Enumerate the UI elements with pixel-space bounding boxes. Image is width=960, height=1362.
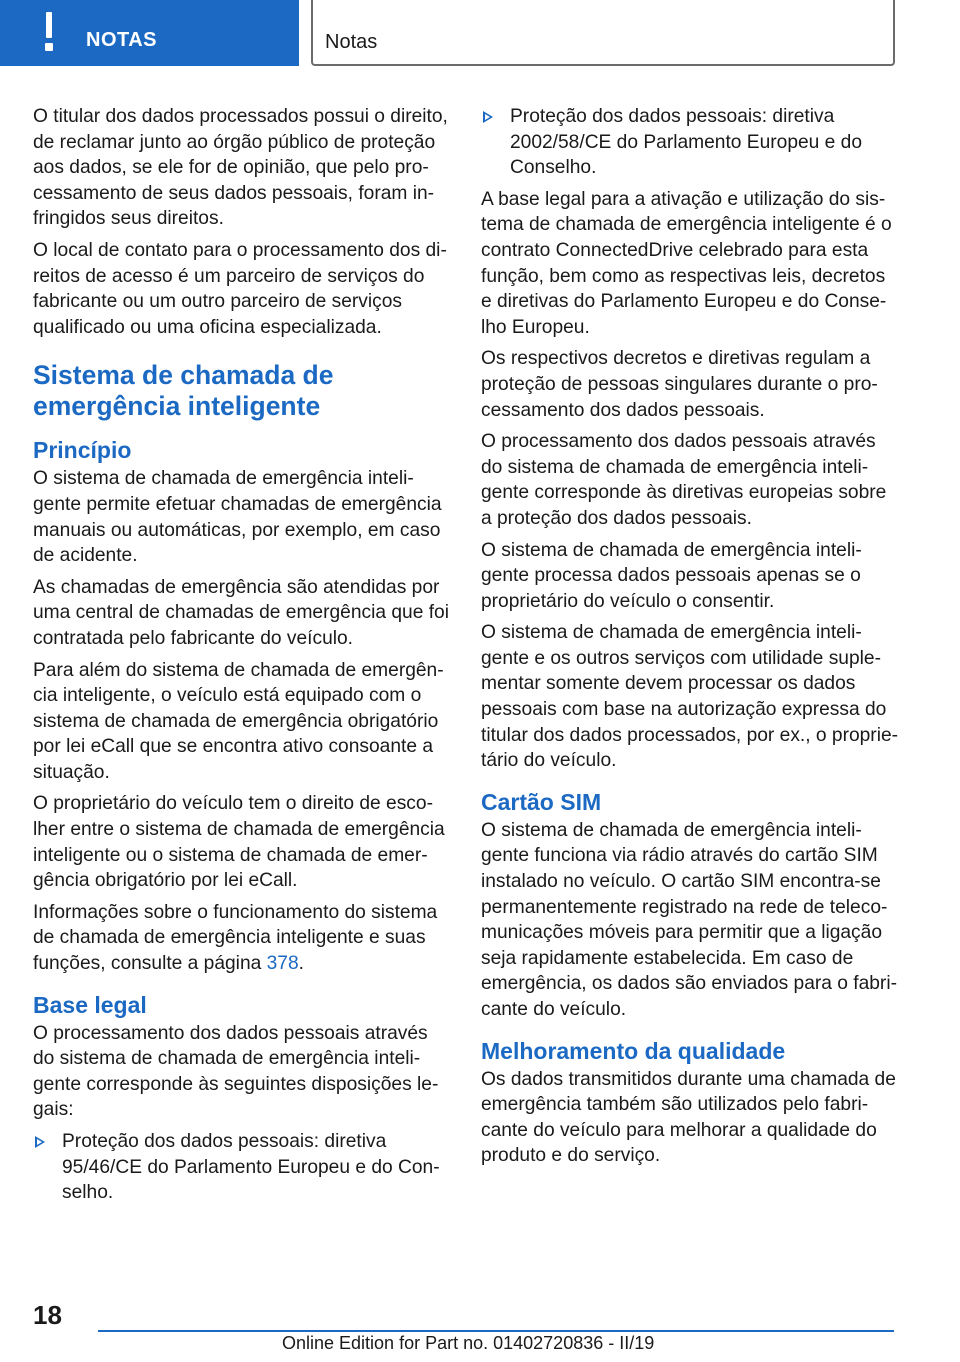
footer-divider: [98, 1330, 894, 1332]
right-column: [481, 104, 899, 1175]
paragraph: As chamadas de emergência são atendidas por uma central de chamadas de emergência que foi contratada pelo fabricante do veículo.: [33, 576, 449, 649]
paragraph: O titular dos dados processados possui o direito, de reclamar junto ao órgão público de proteção aos dados, se ele for de opinião, que pelo processamento de seus dados pessoais, foram infringidos seus direitos.: [33, 106, 448, 230]
exclamation-icon: [44, 12, 54, 52]
paragraph-end: .: [298, 953, 304, 975]
section-tab-label: NOTAS: [86, 29, 158, 51]
triangle-bullet-icon: [35, 1136, 45, 1148]
page-number: 18: [33, 1300, 62, 1330]
subheading-base-legal: Base legal: [33, 991, 147, 1018]
paragraph: Os respectivos decretos e diretivas regulam a proteção de pessoas singulares durante o processamento dos dados pessoais.: [481, 348, 878, 421]
paragraph: O sistema de chamada de emergência inteligente permite efetuar chamadas de emergência manuais ou automáticas, por exemplo, em caso de acidente.: [33, 468, 442, 567]
list-item: [33, 1129, 451, 1206]
page-header: [0, 0, 960, 66]
triangle-bullet-icon: [483, 111, 493, 123]
section-title: Sistema de chamada de emergência inteligente: [33, 360, 334, 422]
left-column: [33, 104, 451, 1212]
page-reference-link[interactable]: 378: [266, 953, 299, 975]
paragraph: O sistema de chamada de emergência inteligente processa dados pessoais apenas se o proprietário do veículo o consentir.: [481, 539, 862, 612]
subheading-melhoramento: Melhoramento da qualidade: [481, 1037, 786, 1064]
list-item-text: Proteção dos dados pessoais: diretiva 95/46/CE do Parlamento Europeu e do Conselho.: [62, 1131, 440, 1204]
paragraph: O sistema de chamada de emergência inteligente e os outros serviços com utilidade suplementar somente devem processar os dados pessoais com base na autorização expressa do titular dos dados processados, por ex., o proprietário do veículo.: [481, 622, 899, 772]
paragraph: Os dados transmitidos durante uma chamada de emergência também são utilizados pelo fabricante do veículo para melhorar a qualidade do produto e do serviço.: [481, 1068, 896, 1167]
page-title: Notas: [325, 31, 378, 53]
footer-edition: Online Edition for Part no. 01402720836 - II/19: [282, 1333, 655, 1353]
section-tab[interactable]: [0, 0, 299, 66]
paragraph: Para além do sistema de chamada de emergência inteligente, o veículo está equipado com o sistema de chamada de emergência obrigatório por lei eCall que se encontra ativo consoante a situação.: [33, 659, 444, 783]
paragraph-text: Informações sobre o funcionamento do sistema de chamada de emergência inteligente e suas funções, consulte a página: [33, 901, 438, 975]
paragraph: O processamento dos dados pessoais através do sistema de chamada de emergência inteligente corresponde às diretivas europeias sobre a proteção dos dados pessoais.: [481, 431, 887, 529]
paragraph: O proprietário do veículo tem o direito de escolher entre o sistema de chamada de emergência inteligente ou o sistema de chamada de emergência obrigatório por lei eCall.: [33, 793, 445, 892]
subheading-principio: Princípio: [33, 437, 132, 464]
list-item-text: Proteção dos dados pessoais: diretiva 2002/58/CE do Parlamento Europeu e do Conselho.: [510, 106, 863, 179]
subheading-cartao-sim: Cartão SIM: [481, 788, 602, 815]
paragraph: [33, 900, 451, 977]
paragraph: A base legal para a ativação e utilização do sistema de chamada de emergência inteligente é o contrato ConnectedDrive celebrado para esta função, bem como as respectivas leis, decretos e diretivas do Parlamento Europeu e do Conselho Europeu.: [481, 188, 892, 338]
paragraph: O local de contato para o processamento dos direitos de acesso é um parceiro de serviços do fabricante ou um outro parceiro de serviços qualificado ou uma oficina especializada.: [33, 239, 447, 338]
list-item: [481, 104, 899, 181]
paragraph: O processamento dos dados pessoais através do sistema de chamada de emergência inteligente corresponde às seguintes disposições legais:: [33, 1022, 439, 1121]
header-title-frame: [311, 0, 895, 66]
paragraph: O sistema de chamada de emergência inteligente funciona via rádio através do cartão SIM instalado no veículo. O cartão SIM encontra-se permanentemente registrado na rede de telecomunicações móveis para permitir que a ligação seja rapidamente estabelecida. Em caso de emergência, os dados são enviados para o fabricante do veículo.: [481, 819, 897, 1020]
